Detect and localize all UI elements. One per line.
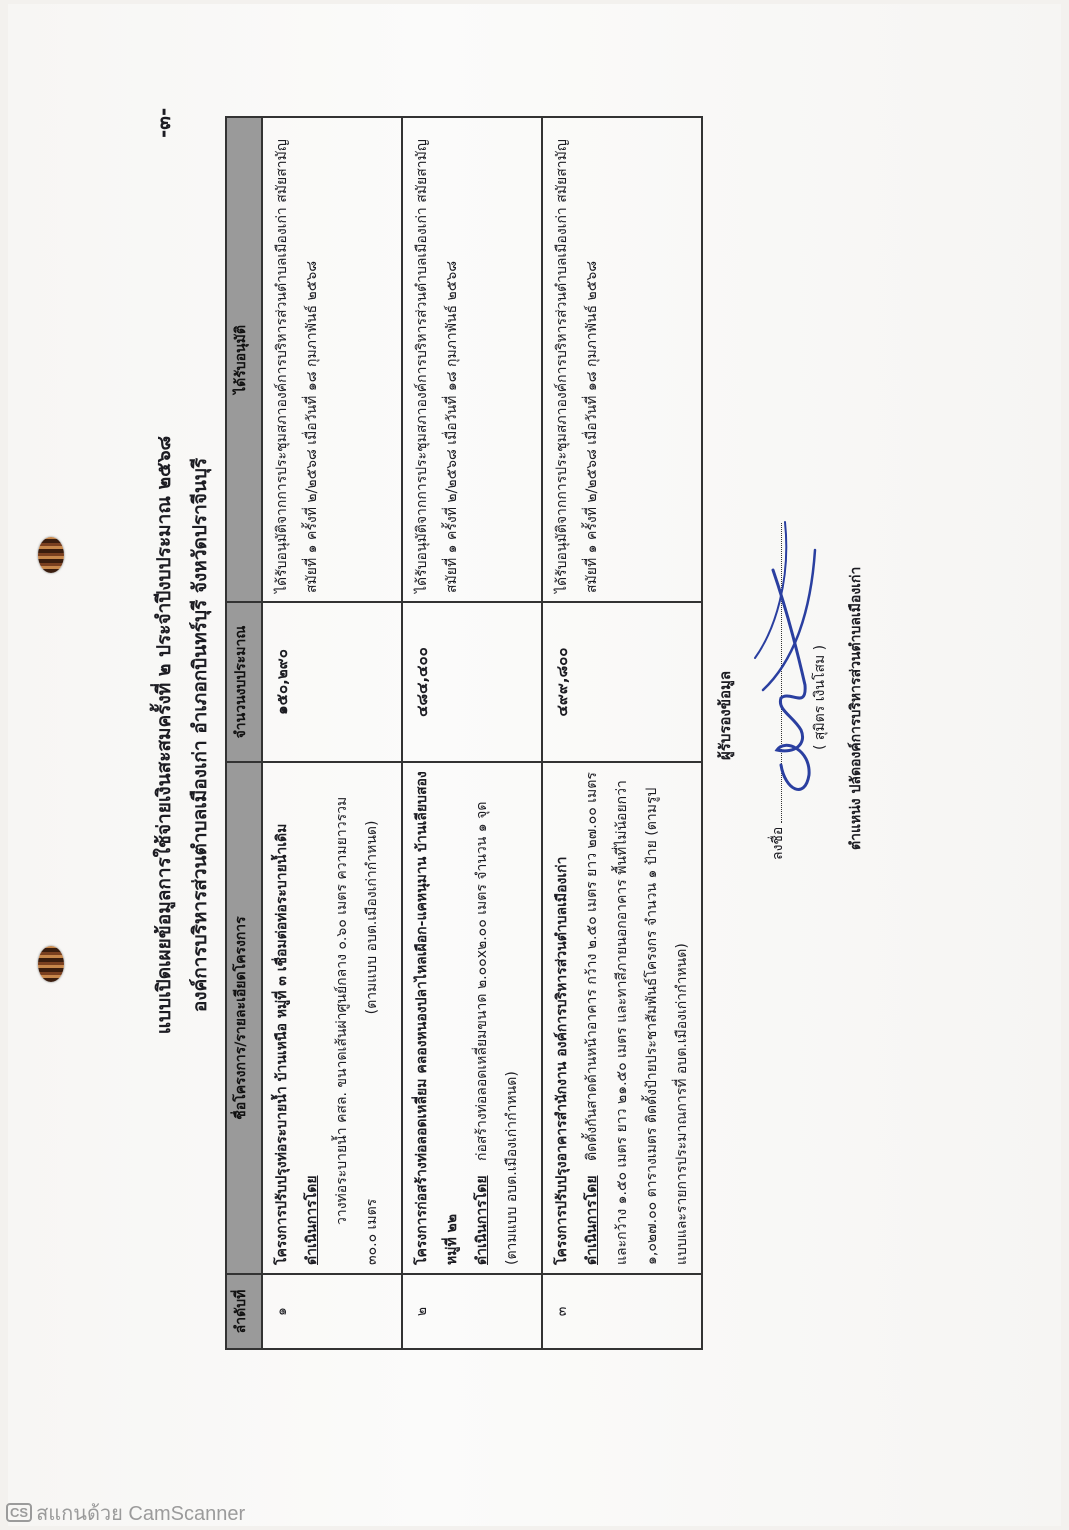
header-budget: จำนวนงบประมาณ [226, 602, 262, 762]
row-number: ๓ [542, 1274, 702, 1349]
sign-label: ลงชื่อ [770, 826, 786, 860]
project-name: โครงการปรับปรุงอาคารสำนักงาน องค์การบริหารส่วนตำบลเมืองเก่า [554, 856, 570, 1265]
project-note: (ตามรูปแบบและรายการประมาณการที่ อบต.เมืองเก่ากำหนด) [644, 787, 690, 1265]
approval-text: ได้รับอนุมัติจากการประชุมสภาองค์การบริหารส่วนตำบลเมืองเก่า สมัยสามัญ สมัยที่ ๑ ครั้งที่ ๒/๒๕๖๘ เมื่อวันที่ ๑๘ กุมภาพันธ์ ๒๕๖๘ [542, 117, 702, 602]
approval-text: ได้รับอนุมัติจากการประชุมสภาองค์การบริหารส่วนตำบลเมืองเก่า สมัยสามัญ สมัยที่ ๑ ครั้งที่ ๒/๒๕๖๘ เมื่อวันที่ ๑๘ กุมภาพันธ์ ๒๕๖๘ [262, 117, 402, 602]
header-approval: ได้รับอนุมัติ [226, 117, 262, 602]
budget-amount: ๔๙๙,๘๐๐ [542, 602, 702, 762]
budget-amount: ๔๘๔,๔๐๐ [402, 602, 542, 762]
row-number: ๑ [262, 1274, 402, 1349]
method-text: ติดตั้งกันสาดด้านหน้าอาคาร กว้าง ๒.๕๐ เมตร ยาว ๒๗.๐๐ เมตร และกว้าง ๑.๕๐ เมตร ยาว ๒๑.๕๐ เมตร และทาสีภายนอกอาคาร พื้นที่ไม่น้อยกว่า ๑,๐๒๗.๐๐ ตารางเมตร ติดตั้งป้ายประชาสัมพันธ์โครงกร จำนวน ๑ ป้าย [584, 772, 660, 1265]
method-text: ก่อสร้างท่อลอดเหลี่ยมขนาด ๒.๐๐x๒.๐๐ เมตร จำนวน ๑ จุด [474, 801, 490, 1161]
page-number: -๓- [151, 107, 175, 138]
method-text: วางท่อระบายน้ำ คสล. ขนาดเส้นผ่าศูนย์กลาง ๐.๖๐ เมตร ความยาวรวม ๓๐.๐ เมตร [334, 796, 380, 1265]
method-label: ดำเนินการโดย [474, 1175, 490, 1265]
header-no: ลำดับที่ [226, 1274, 262, 1349]
method-label: ดำเนินการโดย [304, 1175, 320, 1265]
form-subtitle: องค์การบริหารส่วนตำบลเมืองเก่า อำเภอกบินทร์บุรี จังหวัดปราจีนบุรี [189, 457, 211, 1013]
project-note: (ตามแบบ อบต.เมืองเก่ากำหนด) [364, 820, 380, 1015]
signer-position: ตำแหน่ง ปลัดองค์การบริหารส่วนตำบลเมืองเก่า [848, 566, 864, 850]
project-note: (ตามแบบ อบต.เมืองเก่ากำหนด) [504, 1071, 520, 1265]
approval-text: ได้รับอนุมัติจากการประชุมสภาองค์การบริหารส่วนตำบลเมืองเก่า สมัยสามัญ สมัยที่ ๑ ครั้งที่ ๒/๒๕๖๘ เมื่อวันที่ ๑๘ กุมภาพันธ์ ๒๕๖๘ [402, 117, 542, 602]
row-number: ๒ [402, 1274, 542, 1349]
method-label: ดำเนินการโดย [584, 1175, 600, 1265]
handwritten-signature [145, 450, 845, 1350]
binder-hole-icon [38, 537, 64, 573]
watermark-text: สแกนด้วย CamScanner [36, 1503, 246, 1525]
binder-hole-icon [38, 946, 64, 982]
rotated-form [145, 107, 945, 1350]
camscanner-logo-icon: CS [6, 1503, 32, 1522]
project-name: โครงการปรับปรุงท่อระบายน้ำ บ้านเหนือ หมู่ที่ ๓ เชื่อมต่อท่อระบายน้ำเดิม [274, 823, 290, 1265]
budget-amount: ๑๕๐,๒๙๐ [262, 602, 402, 762]
header-project: ชื่อโครงการ/รายละเอียดโครงการ [226, 762, 262, 1274]
signature-title: ผู้รับรองข้อมูล [716, 670, 734, 760]
form-title: แบบเปิดเผยข้อมูลการใช้จ่ายเงินสะสมครั้งที่ ๒ ประจำปีงบประมาณ ๒๕๖๘ [153, 435, 175, 1035]
signer-name: ( สุมิตร เงินโสม ) [812, 644, 828, 750]
project-name: โครงการก่อสร้างท่อลอดเหลี่ยม คลองหนองปลาไหลเผือก-แคหนุมาน บ้านเลียบสอง หมู่ที่ ๒๒ [414, 771, 460, 1265]
camscanner-watermark [6, 1497, 245, 1529]
